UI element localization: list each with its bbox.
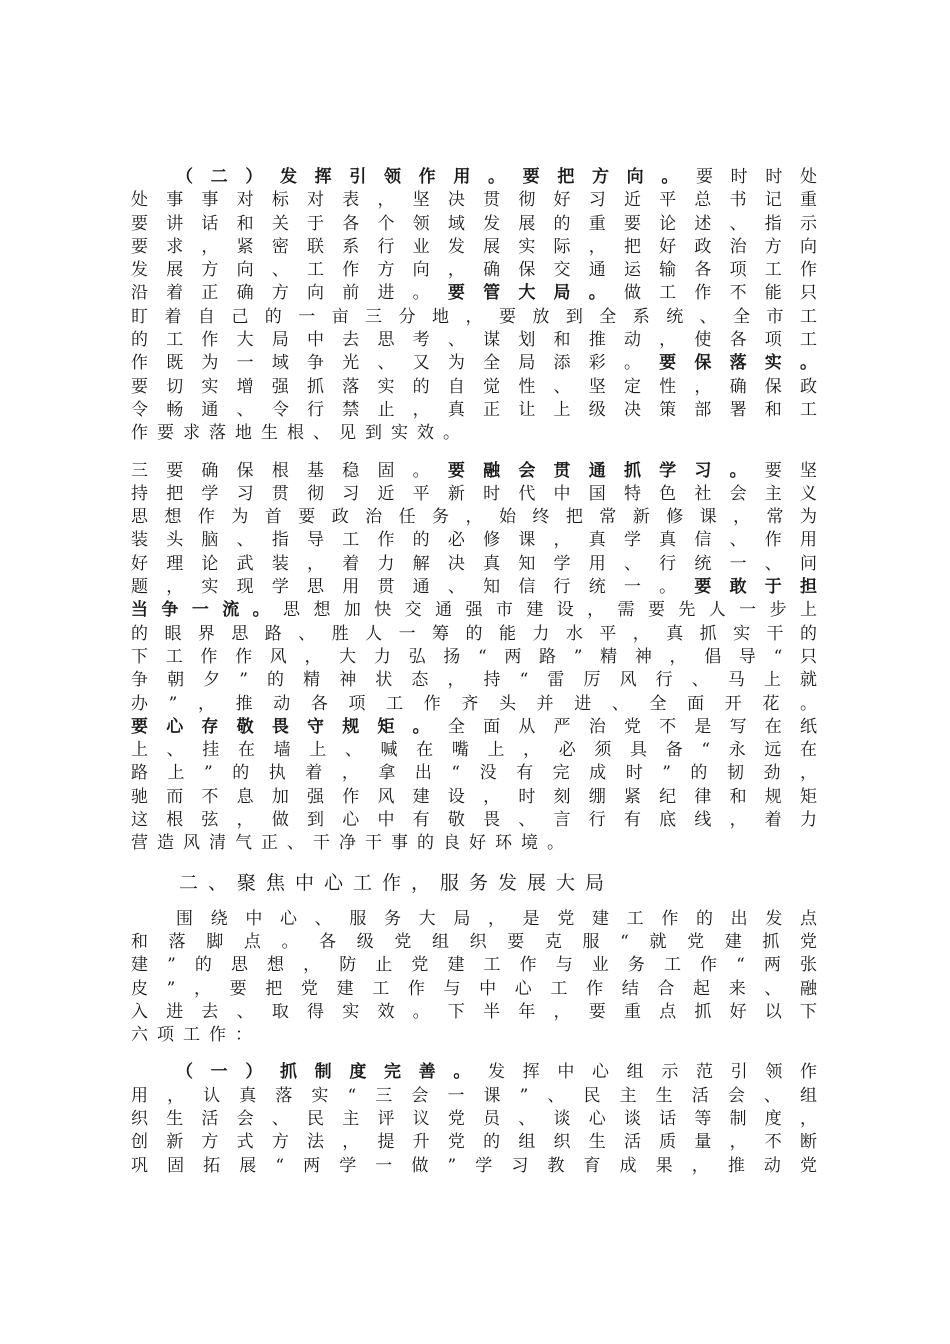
bold-heading: （二）发挥引领作用。要把方向。 <box>176 167 696 187</box>
bold-phrase: 要管大局。 <box>447 283 624 304</box>
section-heading: 二、聚焦中心工作，服务发展大局 <box>179 871 615 894</box>
text-line: 六项工作： <box>131 1025 261 1046</box>
text-line: 思想作为首要政治任务，始终把常新修课，常为 <box>131 507 817 528</box>
text-line: （一）抓制度完善。发挥中心组示范引领作 <box>176 1062 817 1083</box>
bold-phrase: 要心存敬畏守规矩。 <box>131 716 448 737</box>
text-line: 入进去、取得实效。下半年，要重点抓好以下 <box>131 1001 817 1022</box>
paragraph-system <box>131 1061 817 1177</box>
text-line: 沿着正确方向前进。要管大局。做工作不能只 <box>131 283 818 304</box>
text-line: 巩固拓展“两学一做”学习教育成果，推动党 <box>131 1155 817 1176</box>
text-line: 装头脑、指导工作的必修课，真学真信、作用 <box>131 530 817 551</box>
text-line: 三要确保根基稳固。要融会贯通抓学习。要坚 <box>131 460 818 481</box>
text-line: 的眼界思路、胜人一筹的能力水平，真抓实干的 <box>131 623 817 644</box>
text-line: （二）发挥引领作用。要把方向。要时时处 <box>176 167 817 187</box>
text-line: 和落脚点。各级党组织要克服“就党建抓党 <box>131 931 817 952</box>
bold-phrase: 要融会贯通抓学习。 <box>447 460 765 481</box>
bold-heading: （一）抓制度完善。 <box>176 1062 488 1083</box>
text-line: 要切实增强抓落实的自觉性、坚定性，确保政 <box>131 376 817 397</box>
text-line: 题，实现学思用贯通、知信行统一。要敢于担 <box>131 577 818 598</box>
text-line: 上、挂在墙上、喊在嘴上，必须具备“永远在 <box>131 740 817 761</box>
text-line: 的工作大局中去思考、谋划和推动，使各项工 <box>131 330 817 351</box>
text-line: 创新方式方法，提升党的组织生活质量，不断 <box>131 1132 817 1153</box>
text-line: 要求，紧密联系行业发展实际，把好政治方向 <box>131 236 817 257</box>
text-line: 当争一流。思想加快交通强市建设，需要先人一步上 <box>131 600 818 621</box>
text-line: 作要求落地生根、见到实效。 <box>131 423 469 444</box>
text-line: 盯着自己的一亩三分地，要放到全系统、全市工 <box>131 306 817 327</box>
text-line: 令畅通、令行禁止，真正让上级决策部署和工 <box>131 399 817 420</box>
document-page <box>131 166 817 1178</box>
text-line: 路上”的执着，拿出“没有完成时”的韧劲， <box>131 763 817 784</box>
paragraph-center-work <box>131 908 817 1048</box>
text-line: 下工作作风，大力弘扬“两路”精神，倡导“只 <box>131 646 817 667</box>
text-line: 要心存敬畏守规矩。全面从严治党不是写在纸 <box>131 716 818 737</box>
text-line: 作既为一域争光、又为全局添彩。要保落实。 <box>131 353 818 374</box>
paragraph-study <box>131 460 817 856</box>
text-line: 建”的思想，防止党建工作与业务工作“两张 <box>131 955 817 976</box>
bold-phrase: 要保落实。 <box>659 353 818 374</box>
text-line: 围绕中心、服务大局，是党建工作的出发点 <box>176 908 817 929</box>
bold-phrase: 要敢于担 <box>694 577 818 598</box>
text-line: 驰而不息加强作风建设，时刻绷紧纪律和规矩 <box>131 786 817 807</box>
text-line: 好理论武装，着力解决真知学用、行统一、问 <box>131 553 817 574</box>
text-line: 持把学习贯彻习近平新时代中国特色社会主义 <box>131 483 817 504</box>
paragraph-leadership <box>131 166 817 446</box>
text-line: 要讲话和关于各个领域发展的重要论述、指示 <box>131 213 817 234</box>
text-line: 用，认真落实“三会一课”、民主生活会、组 <box>131 1085 817 1106</box>
text-line: 营造风清气正、干净干事的良好环境。 <box>131 833 573 854</box>
text-line: 发展方向、工作方向，确保交通运输各项工作 <box>131 260 817 281</box>
text-line: 办”，推动各项工作齐头并进、全面开花。 <box>131 693 817 714</box>
text-line: 处事事对标对表，坚决贯彻好习近平总书记重 <box>131 190 817 211</box>
text-line: 争朝夕”的精神状态，持“雷厉风行、马上就 <box>131 670 817 691</box>
text-line: 皮”，要把党建工作与中心工作结合起来、融 <box>131 978 817 999</box>
text-line: 织生活会、民主评议党员、谈心谈话等制度， <box>131 1108 817 1129</box>
bold-phrase: 当争一流。 <box>131 600 284 621</box>
text-line: 这根弦，做到心中有敬畏、言行有底线，着力 <box>131 810 817 831</box>
